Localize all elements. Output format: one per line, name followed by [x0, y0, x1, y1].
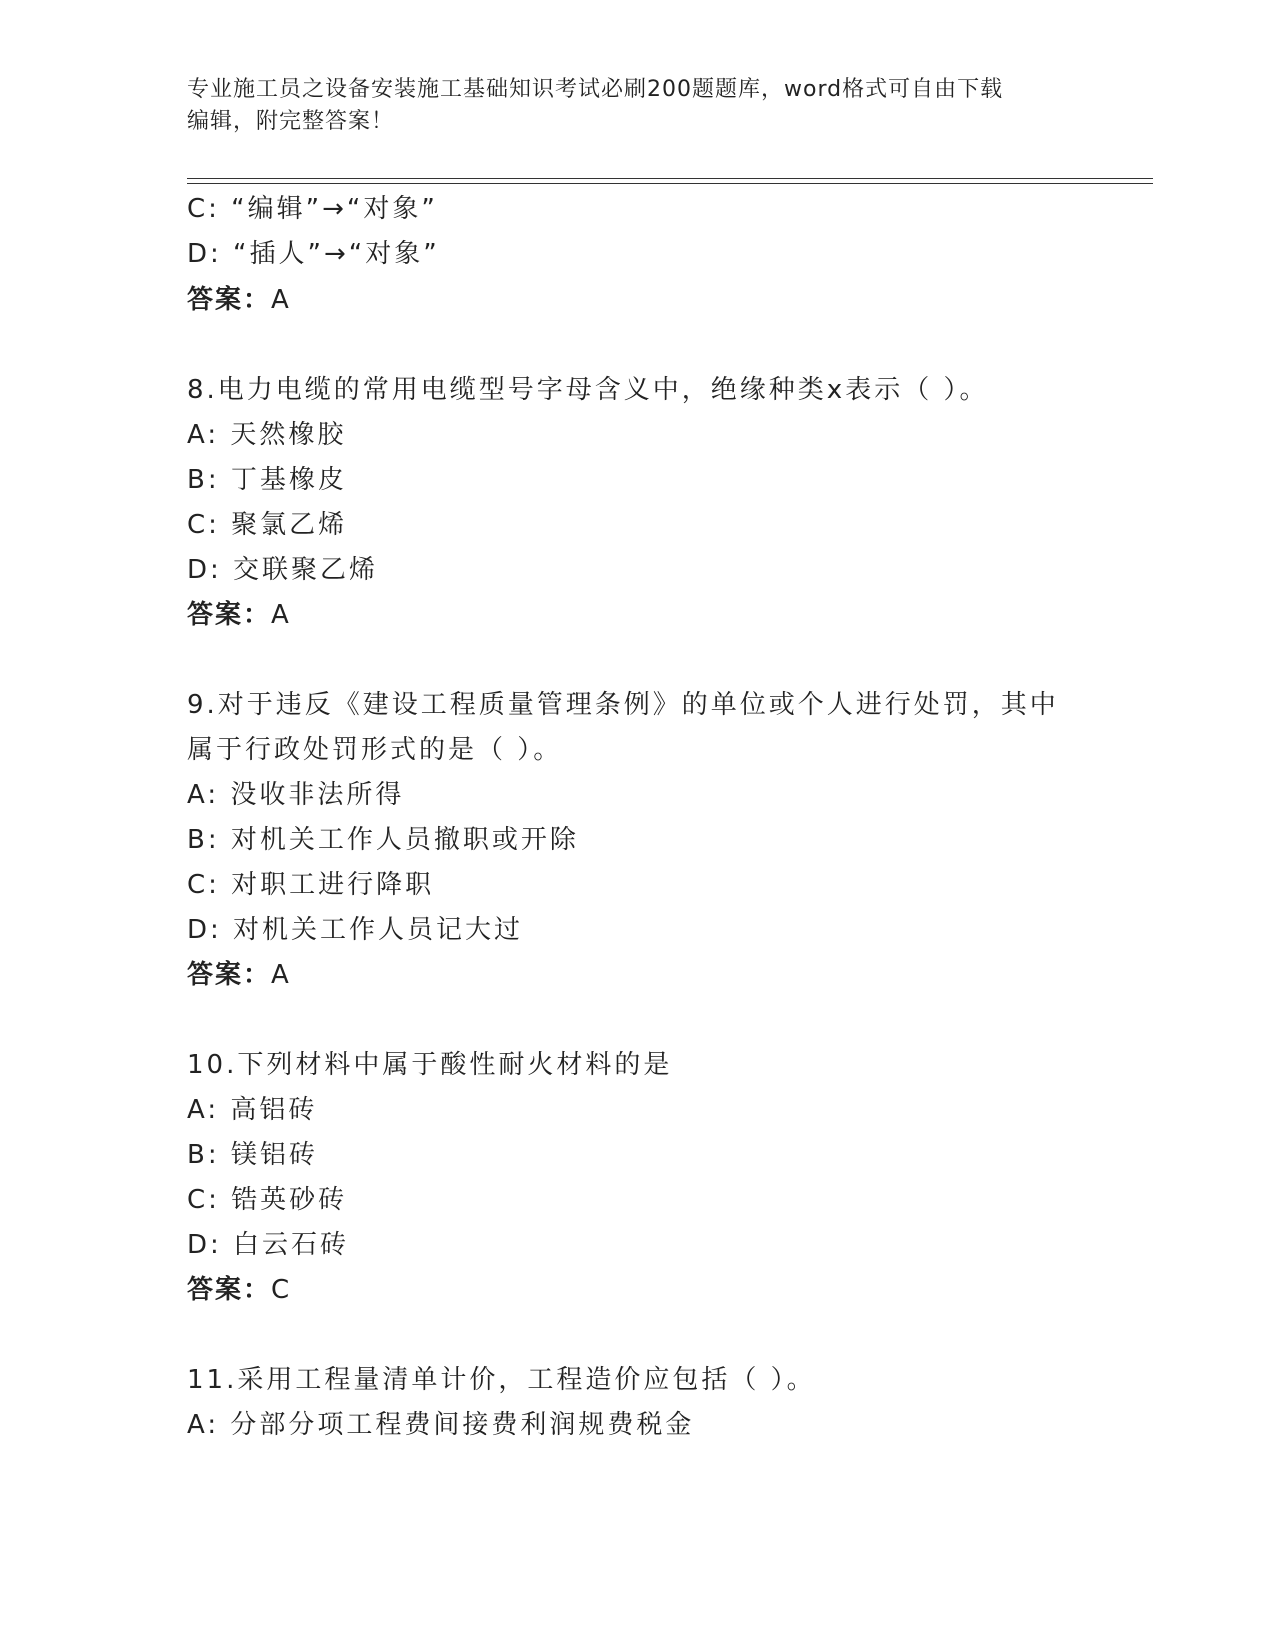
q7-answer — [187, 283, 291, 317]
header-title-line-1: 专业施工员之设备安装施工基础知识考试必刷200题题库，word格式可自由下载 — [187, 77, 1004, 102]
q11-question: 11.采用工程量清单计价，工程造价应包括（ ）。 — [187, 1365, 816, 1395]
q8-option-b: B: 丁基橡皮 — [187, 465, 347, 495]
header-title-line-2: 编辑，附完整答案！ — [187, 109, 395, 134]
answer-label: 答案： — [187, 1275, 272, 1305]
q9-option-b: B: 对机关工作人员撤职或开除 — [187, 825, 579, 855]
q8-option-a: A: 天然橡胶 — [187, 420, 347, 450]
q10-option-d: D: 白云石砖 — [187, 1230, 350, 1260]
answer-value: A — [271, 600, 291, 630]
q9-option-d: D: 对机关工作人员记大过 — [187, 915, 524, 945]
header-divider-top — [187, 178, 1153, 179]
q8-option-c: C: 聚氯乙烯 — [187, 510, 348, 540]
header-divider-bottom — [187, 183, 1153, 184]
q10-option-c: C: 锆英砂砖 — [187, 1185, 348, 1215]
q9-answer — [187, 958, 291, 992]
q11-option-a: A: 分部分项工程费间接费利润规费税金 — [187, 1410, 695, 1440]
q9-question-line-1: 9.对于违反《建设工程质量管理条例》的单位或个人进行处罚，其中 — [187, 690, 1059, 720]
answer-value: A — [271, 960, 291, 990]
answer-value: A — [271, 285, 291, 315]
q8-answer — [187, 598, 291, 632]
q9-question-line-2: 属于行政处罚形式的是（ ）。 — [187, 735, 563, 765]
q10-question: 10.下列材料中属于酸性耐火材料的是 — [187, 1050, 673, 1080]
q7-option-d: D: “插人”→“对象” — [187, 239, 440, 269]
document-header — [187, 74, 1067, 138]
answer-label: 答案： — [187, 285, 272, 315]
q9-option-c: C: 对职工进行降职 — [187, 870, 435, 900]
q10-answer — [187, 1273, 291, 1307]
answer-label: 答案： — [187, 960, 272, 990]
q8-question: 8.电力电缆的常用电缆型号字母含义中，绝缘种类x表示（ ）。 — [187, 375, 989, 405]
answer-label: 答案： — [187, 600, 272, 630]
q10-option-a: A: 高铝砖 — [187, 1095, 318, 1125]
answer-value: C — [271, 1275, 292, 1305]
q8-option-d: D: 交联聚乙烯 — [187, 555, 379, 585]
q9-option-a: A: 没收非法所得 — [187, 780, 405, 810]
q10-option-b: B: 镁铝砖 — [187, 1140, 318, 1170]
q7-option-c: C: “编辑”→“对象” — [187, 194, 438, 224]
